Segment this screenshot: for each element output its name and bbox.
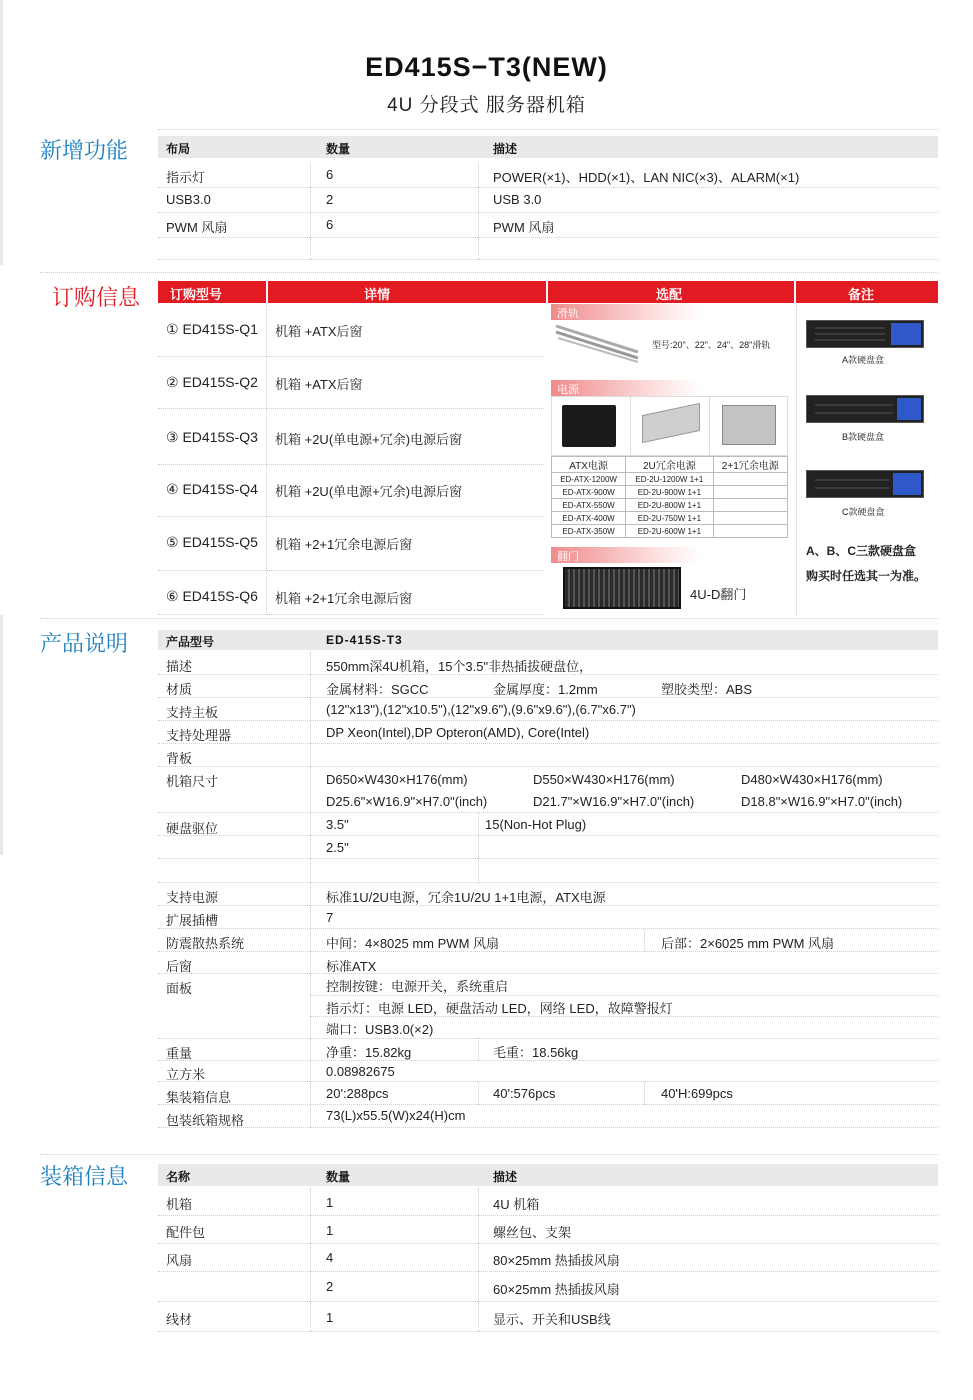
drive-box-note-2: 购买时任选其一为准。 (806, 569, 927, 583)
drive-box-a-label: A款硬盘盒 (842, 355, 885, 365)
spec-row-psu: 支持电源 标准1U/2U电源，冗余1U/2U 1+1电源，ATX电源 (158, 883, 938, 906)
door-image (563, 567, 681, 609)
drive-box-a-image (806, 320, 924, 348)
table-row: PWM 风扇 6 PWM 风扇 (158, 213, 938, 238)
table-row: ⑤ ED415S-Q5 机箱 +2+1冗余电源后窗 (158, 517, 544, 571)
spec-row-backplane: 背板 (158, 744, 938, 767)
drive-box-c-image (806, 470, 924, 498)
table-row: ⑥ ED415S-Q6 机箱 +2+1冗余电源后窗 (158, 571, 544, 615)
rail-tag: 滑轨 (551, 304, 701, 320)
door-label: 4U-D翻门 (690, 587, 747, 602)
order-header-model: 订购型号 (158, 281, 266, 303)
rail-models: 型号:20"、22"、24"、28"滑轨 (652, 340, 771, 350)
table-row: ② ED415S-Q2 机箱 +ATX后窗 (158, 357, 544, 409)
features-header: 布局 数量 描述 (158, 136, 938, 158)
table-row: ④ ED415S-Q4 机箱 +2U(单电源+冗余)电源后窗 (158, 465, 544, 517)
product-header: 产品型号 ED-415S-T3 (158, 630, 938, 650)
features-section-label: 新增功能 (40, 138, 129, 163)
page-subtitle: 4U 分段式 服务器机箱 (387, 95, 586, 116)
order-header-option: 选配 (548, 281, 794, 303)
drive-box-b-label: B款硬盘盒 (842, 432, 885, 442)
door-tag: 翻门 (551, 547, 701, 563)
spec-row-drive-empty (158, 859, 938, 883)
psu-images (551, 396, 788, 456)
spec-row-rear: 后窗 标准ATX (158, 952, 938, 974)
spec-row-cooling: 防震散热系统 中间：4×8025 mm PWM 风扇 后部：2×6025 mm PWM 风扇 (158, 929, 938, 952)
spec-row-panel: 面板 控制按键：电源开关，系统重启 指示灯：电源 LED，硬盘活动 LED，网络 LED，故障警报灯 端口：USB3.0(×2) (166, 979, 673, 1037)
table-row: 指示灯 6 POWER(×1)、HDD(×1)、LAN NIC(×3)、ALARM(×1) (158, 163, 938, 188)
spec-row-desc: 描述 550mm深4U机箱，15个3.5"非热插拔硬盘位， (158, 652, 938, 675)
triple-psu-image (722, 405, 776, 445)
drive-box-b-image (806, 395, 924, 423)
table-row: 配件包 1 螺丝包、支架 (158, 1216, 938, 1244)
drive-box-note-1: A、B、C三款硬盘盒 (806, 544, 916, 558)
table-row: USB3.0 2 USB 3.0 (158, 188, 938, 213)
drive-box-c-label: C款硬盘盒 (842, 507, 885, 517)
table-row: 机箱 1 4U 机箱 (158, 1188, 938, 1216)
packing-header: 名称 数量 描述 (158, 1164, 938, 1186)
table-row (158, 238, 938, 260)
spec-row-cbm: 立方米 0.08982675 (158, 1061, 938, 1082)
order-section-label: 订购信息 (52, 285, 141, 310)
psu-tag: 电源 (551, 380, 701, 396)
product-section-label: 产品说明 (40, 631, 129, 656)
spec-row-motherboard: 支持主板 (12"x13"),(12"x10.5"),(12"x9.6"),(9.6"x9.6"),(6.7"x6.7") (158, 698, 938, 721)
psu-table: ATX电源 2U冗余电源 2+1冗余电源 ED-ATX-1200W ED-2U-1200W 1+1 ED-ATX-900W ED-2U-900W 1+1 ED-ATX-550W ED-2U-800W 1+1 ED-ATX-400W ED-2U-750W 1+1 ED-ATX-350W ED-2U-600W 1+1 (551, 456, 788, 538)
spec-row-cpu: 支持处理器 DP Xeon(Intel),DP Opteron(AMD), Core(Intel) (158, 721, 938, 744)
spec-row-drive-35: 硬盘驱位 3.5" 15(Non-Hot Plug) (158, 813, 938, 836)
table-row: ① ED415S-Q1 机箱 +ATX后窗 (158, 305, 544, 357)
table-row: 线材 1 显示、开关和USB线 (158, 1302, 938, 1332)
table-row: 风扇 4 80×25mm 热插拔风扇 (158, 1244, 938, 1272)
table-row: 2 60×25mm 热插拔风扇 (158, 1272, 938, 1302)
table-row: ③ ED415S-Q3 机箱 +2U(单电源+冗余)电源后窗 (158, 409, 544, 465)
order-header-detail: 详情 (268, 281, 546, 303)
spec-row-material: 材质 金属材料：SGCC 金属厚度：1.2mm 塑胶类型：ABS (158, 675, 938, 698)
order-header-note: 备注 (796, 281, 938, 303)
spec-row-slots: 扩展插槽 7 (158, 906, 938, 929)
page-title: ED415S−T3(NEW) (365, 52, 608, 82)
redundant-psu-image (642, 403, 700, 443)
spec-row-carton: 包装纸箱规格 73(L)x55.5(W)x24(H)cm (158, 1105, 938, 1128)
spec-row-weight: 重量 净重：15.82kg 毛重：18.56kg (158, 1038, 938, 1061)
spec-row-size: 机箱尺寸 D650×W430×H176(mm) D550×W430×H176(mm) D480×W430×H176(mm) D25.6"×W16.9"×H7.0"(inch) D21.7"×W16.9"×H7.0"(inch) D18.8"×W16.9"×H7.0"(inch) (158, 767, 938, 813)
rail-image (552, 320, 644, 366)
atx-psu-image (562, 405, 616, 447)
spec-row-container: 集装箱信息 20':288pcs 40':576pcs 40'H:699pcs (158, 1082, 938, 1105)
packing-section-label: 装箱信息 (40, 1164, 129, 1189)
spec-row-drive-25: 2.5" (158, 836, 938, 859)
